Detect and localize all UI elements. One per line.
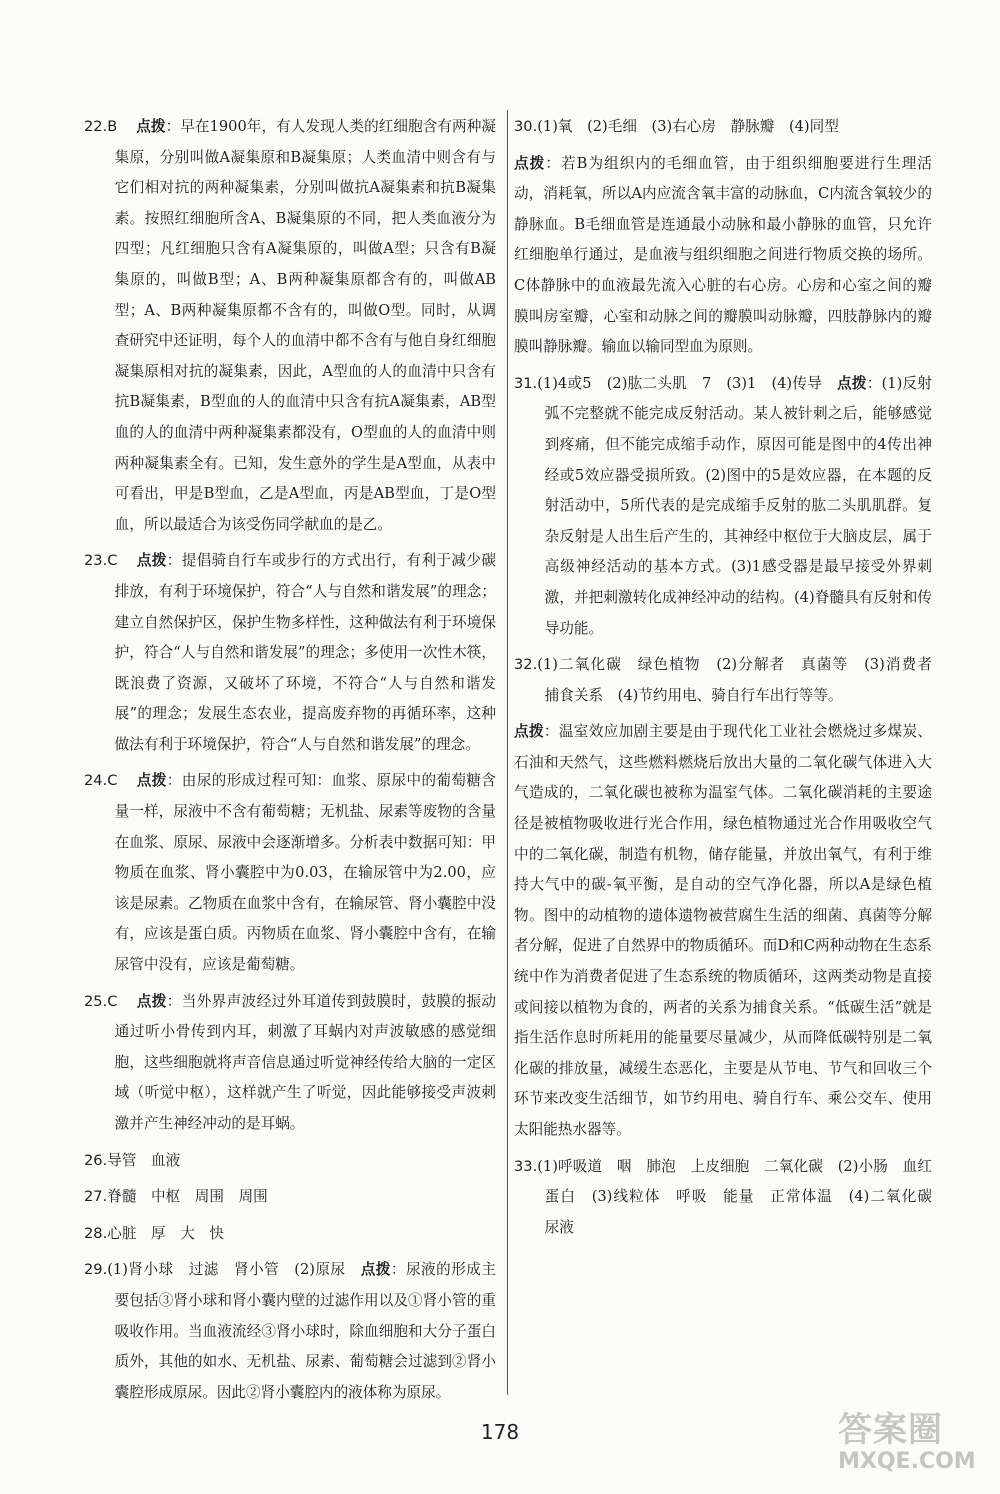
left-column — [84, 112, 496, 1414]
answer-24: 24.C 点拨：由尿的形成过程可知：血浆、原尿中的葡萄糖含量一样，尿液中不含有葡萄糖；无机盐、尿素等废物的含量在血浆、原尿、尿液中会逐渐增多。分析表中数据可知：甲物质在血浆、肾小囊腔中为0.03，在输尿管中为2.00，应该是尿素。乙物质在血浆中含有，在输尿管、肾小囊腔中没有，应该是蛋白质。丙物质在血浆、肾小囊腔中含有，在输尿管中没有，应该是葡萄糖。 — [84, 772, 496, 974]
answer-26: 26.导管 血液 — [84, 1151, 181, 1169]
answer-29: 29.(1)肾小球 过滤 肾小管 (2)原尿 点拨：尿液的形成主要包括③肾小球和肾小囊内壁的过滤作用以及①肾小管的重吸收作用。当血液流经③肾小球时，除血细胞和大分子蛋白质外，其他的如水、无机盐、尿素、葡萄糖会过滤到②肾小囊腔形成原尿。因此②肾小囊腔内的液体称为原尿。 — [84, 1261, 496, 1401]
answer-32: 32.(1)二氧化碳 绿色植物 (2)分解者 真菌等 (3)消费者 捕食关系 (4)节约用电、骑自行车出行等等。 — [514, 656, 947, 704]
answer-31: 31.(1)4或5 (2)肱二头肌 7 (3)1 (4)传导 点拨：(1)反射弧不完整就不能完成反射活动。某人被针刺之后，能够感觉到疼痛，但不能完成缩手动作，原因可能是图中的4传出神经或5效应器受损所致。(2)图中的5是效应器，在本题的反射活动中，5所代表的是完成缩手反射的肱二头肌肌群。复杂反射是人出生后产生的，其神经中枢位于大脑皮层，属于高级神经活动的基本方式。(3)1感受器是最早接受外界刺激，并把刺激转化成神经冲动的结构。(4)脊髓具有反射和传导功能。 — [514, 374, 932, 637]
watermark-chars: 答案圈 — [838, 1410, 943, 1450]
answer-27: 27.脊髓 中枢 周围 周围 — [84, 1188, 268, 1206]
answer-25: 25.C 点拨：当外界声波经过外耳道传到鼓膜时，鼓膜的振动通过听小骨传到内耳，刺激了耳蜗内对声波敏感的感觉细胞，这些细胞就将声音信息通过听觉神经传给大脑的一定区域（听觉中枢），这样就产生了听觉，因此能够接受声波刺激并产生神经冲动的是耳蜗。 — [84, 992, 496, 1132]
watermark-url: MXQE.COM — [838, 1449, 976, 1474]
answer-28: 28.心脏 厚 大 快 — [84, 1224, 224, 1242]
answer-22: 22.B 点拨：早在1900年，有人发现人类的红细胞含有两种凝集原，分别叫做A凝集原和B凝集原；人类血清中则含有与它们相对抗的两种凝集素，分别叫做抗A凝集素和抗B凝集素。按照红细胞所含A、B凝集原的不同，把人类血液分为四型；凡红细胞只含有A凝集原的，叫做A型；只含有B凝集原的，叫做B型；A、B两种凝集原都含有的，叫做AB型；A、B两种凝集原都不含有的，叫做O型。同时，从调查研究中还证明，每个人的血清中都不含有与他自身红细胞凝集原相对抗的凝集素，因此，A型血的人的血清中只含有抗B凝集素，B型血的人的血清中只含有抗A凝集素，AB型血的人的血清中两种凝集素都没有，O型血的人的血清中则两种凝集素全有。已知，发生意外的学生是A型血，从表中可看出，甲是B型血，乙是A型血，丙是AB型血，丁是O型血，所以最适合为该受伤同学献血的是乙。 — [84, 118, 496, 533]
watermark-logo — [838, 1402, 988, 1486]
answer-30: 30.(1)氧 (2)毛细 (3)右心房 静脉瓣 (4)同型 — [514, 118, 839, 135]
right-column — [514, 112, 947, 1249]
answer-23: 23.C 点拨：提倡骑自行车或步行的方式出行，有利于减少碳排放，有利于环境保护，符合“人与自然和谐发展”的理念；建立自然保护区，保护生物多样性，这种做法有利于环境保护，符合“人与自然和谐发展”的理念；多使用一次性木筷，既浪费了资源，又破坏了环境，不符合“人与自然和谐发展”的理念；发展生态农业，提高废弃物的再循环率，这种做法有利于环境保护，符合“人与自然和谐发展”的理念。 — [84, 552, 496, 753]
answer-33: 33.(1)呼吸道 咽 肺泡 上皮细胞 二氧化碳 (2)小肠 血红蛋白 (3)线粒体 呼吸 能量 正常体温 (4)二氧化碳 尿液 — [514, 1157, 947, 1236]
answer-32-note: 点拨：温室效应加剧主要是由于现代化工业社会燃烧过多煤炭、石油和天然气，这些燃料燃烧后放出大量的二氧化碳气体进入大气造成的，二氧化碳也被称为温室气体。二氧化碳消耗的主要途径是被植物吸收进行光合作用，绿色植物通过光合作用吸收空气中的二氧化碳，制造有机物，储存能量，并放出氧气，有利于维持大气中的碳-氧平衡，是自动的空气净化器，所以A是绿色植物。图中的动植物的遗体遗物被营腐生生活的细菌、真菌等分解者分解，促进了自然界中的物质循环。而D和C两种动物在生态系统中作为消费者促进了生态系统的物质循环，这两类动物是直接或间接以植物为食的，两者的关系为捕食关系。“低碳生活”就是指生活作息时所耗用的能量要尽量减少，从而降低碳特别是二氧化碳的排放量，减缓生态恶化，主要是从节电、节气和回收三个环节来改变生活细节，如节约用电、骑自行车、乘公交车、使用太阳能热水器等。 — [514, 723, 932, 1138]
page-number: 178 — [480, 1420, 520, 1444]
answer-30-note: 点拨：若B为组织内的毛细血管，由于组织细胞要进行生理活动，消耗氧，所以A内应流含氧丰富的动脉血，C内流含氧较少的静脉血。B毛细血管是连通最小动脉和最小静脉的血管，只允许红细胞单行通过，是血液与组织细胞之间进行物质交换的场所。C体静脉中的血液最先流入心脏的右心房。心房和心室之间的瓣膜叫房室瓣，心室和动脉之间的瓣膜叫动脉瓣，四肢静脉内的瓣膜叫静脉瓣。输血以输同型血为原则。 — [514, 154, 932, 356]
column-divider — [507, 110, 508, 1395]
